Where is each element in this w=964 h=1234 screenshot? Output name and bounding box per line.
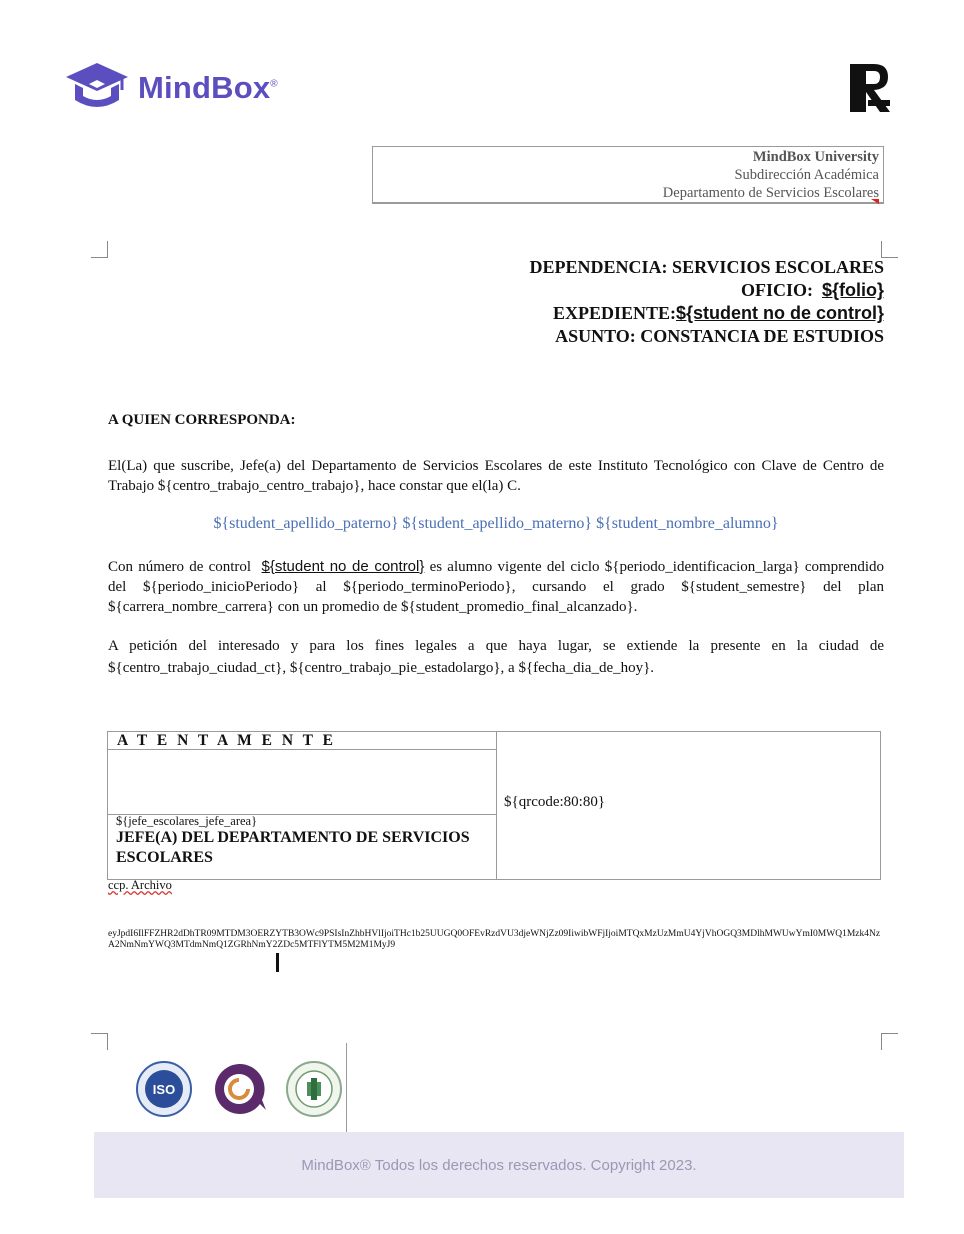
mindbox-logo — [62, 60, 278, 116]
crop-mark-bottom-left — [91, 1033, 108, 1050]
paragraph-intro: El(La) que suscribe, Jefe(a) del Departamento de Servicios Escolares de este Instituto Tecnológico con Clave de Centro de Trabajo ${centro_trabajo_centro_trabajo}, hace constar que el(la) C. — [108, 458, 884, 494]
iso-certification-seal-icon — [135, 1060, 193, 1118]
copyright-text: MindBox® Todos los derechos reservados. Copyright 2023. — [301, 1156, 697, 1174]
signature-cell — [108, 732, 497, 879]
institution-subdirection: Subdirección Académica — [734, 167, 879, 183]
svg-text:ISO: ISO — [152, 1082, 176, 1097]
verification-token: eyJpdI6IlFFZHR2dDhTR09MTDM3OERZYTB3OWc9PSIsInZhbHVlIjoiTHc1b25UUGQ0OFEvRzdVU3djeWNjZz09IiwibWFjIjoiMTQxMzUzMmU4YjVhOGQ3MDlhMWUwYmI0MWQ1Mzk4NzA2NmNmYWQ3MTdmNmQ1ZGRhNmY2ZDc5MTFlYTM5M2M1MyJ9 — [108, 929, 881, 950]
paragraph-closing: A petición del interesado y para los fines legales a que haya lugar, se extiende la presente en la ciudad de ${centro_trabajo_ciudad_ct}, ${centro_trabajo_pie_estadolargo}, a ${fecha_dia_de_hoy}. — [108, 638, 884, 676]
signature-space — [108, 751, 496, 815]
asunto-line: ASUNTO: CONSTANCIA DE ESTUDIOS — [555, 326, 884, 346]
purple-crescent-logo-icon — [210, 1060, 268, 1118]
certification-seals — [130, 1043, 347, 1133]
institution-department: Departamento de Servicios Escolares — [662, 185, 879, 201]
student-name: ${student_apellido_paterno} ${student_apellido_materno} ${student_nombre_alumno} — [213, 515, 779, 532]
control-number-field: ${student no de control} — [675, 303, 884, 323]
text-cursor — [276, 953, 279, 972]
dependencia-line: DEPENDENCIA: SERVICIOS ESCOLARES — [529, 257, 884, 277]
green-institution-seal-icon — [285, 1060, 343, 1118]
expediente-line: EXPEDIENTE:${student no de control} — [552, 303, 884, 323]
control-number-inline: ${student no de control} — [261, 558, 425, 575]
crop-mark-bottom-right — [881, 1033, 898, 1050]
signer-block — [116, 814, 492, 868]
ccp-archivo: ccp. Archivo — [108, 878, 172, 892]
signer-title: JEFE(A) DEL DEPARTAMENTO DE SERVICIOS ESCOLARES — [116, 829, 470, 866]
paragraph-enrollment: Con número de control ${student no de control} es alumno vigente del ciclo ${periodo_identificacion_larga} comprendido del ${periodo_inicioPeriodo} al ${periodo_terminoPeriodo}, cursando el grado ${student_semestre} del plan ${carrera_nombre_carrera} con un promedio de ${student_promedio_final_alcanzado}. — [108, 558, 884, 615]
institution-name: MindBox University — [752, 149, 879, 165]
brand-name: MindBox® — [138, 70, 278, 105]
footer-bar — [94, 1132, 904, 1198]
red-corner-marker — [871, 199, 879, 204]
signature-table — [107, 731, 881, 880]
salutation: A QUIEN CORRESPONDA: — [108, 412, 296, 428]
document-header — [530, 256, 884, 348]
qrcode-placeholder: ${qrcode:80:80} — [504, 794, 606, 810]
r-emblem-icon — [848, 62, 892, 114]
crop-mark-top-left — [91, 241, 108, 258]
atentamente-label: A T E N T A M E N T E — [108, 732, 496, 750]
mindbox-graduation-cap-icon — [62, 60, 132, 116]
oficio-line: OFICIO: ${folio} — [740, 280, 884, 300]
jefe-variable: ${jefe_escolares_jefe_area} — [116, 814, 258, 828]
institution-box — [372, 146, 884, 204]
folio-field: ${folio} — [821, 280, 884, 300]
